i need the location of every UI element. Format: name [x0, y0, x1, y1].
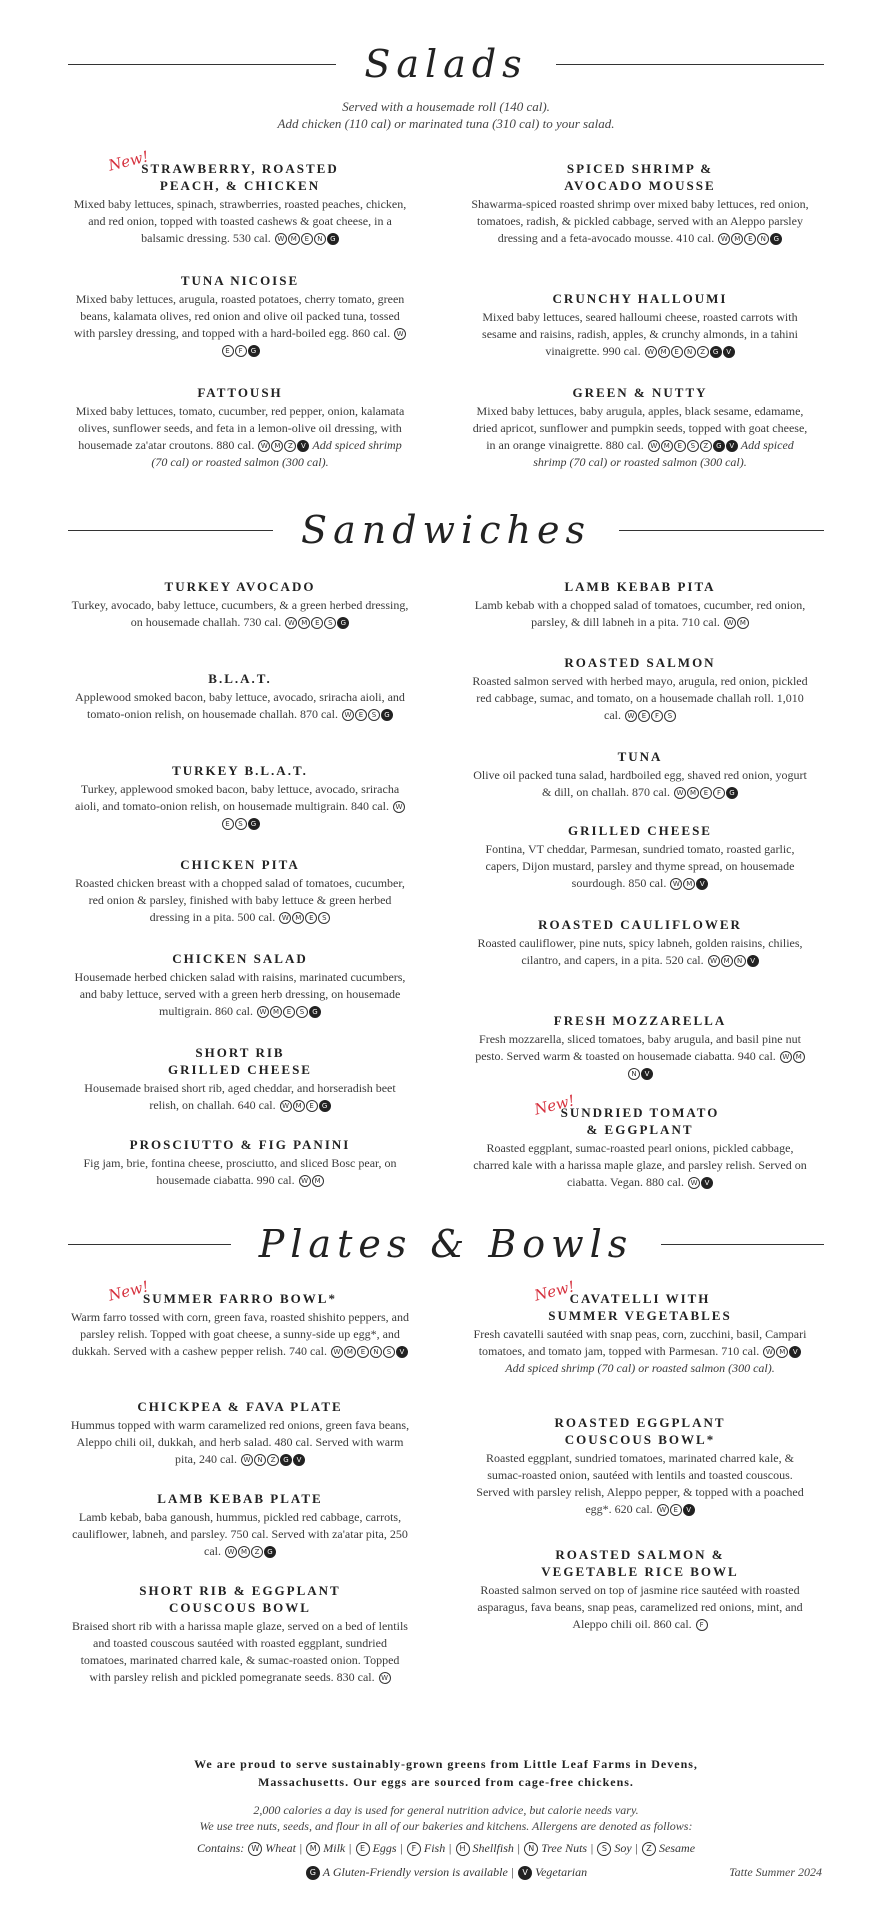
- allergen-n-icon: N: [370, 1346, 382, 1358]
- menu-item: [70, 272, 410, 359]
- divider: [68, 1244, 231, 1245]
- allergen-w-icon: W: [241, 1454, 253, 1466]
- menu-item: [70, 762, 410, 832]
- allergen-label: Fish: [420, 1841, 446, 1855]
- allergen-w-icon: W: [670, 878, 682, 890]
- vegetarian-icon: V: [518, 1866, 532, 1880]
- item-name: CAVATELLI WITH SUMMER VEGETABLES: [548, 1291, 732, 1323]
- item-name: GRILLED CHEESE: [568, 823, 712, 838]
- new-badge: New!: [106, 1277, 151, 1305]
- allergen-s-icon: S: [664, 710, 676, 722]
- salads-title: Salads: [364, 42, 528, 86]
- allergen-f-icon: F: [235, 345, 247, 357]
- new-badge: New!: [106, 147, 151, 175]
- allergen-e-icon: E: [671, 346, 683, 358]
- allergen-f-icon: F: [651, 710, 663, 722]
- item-name: FATTOUSH: [197, 385, 283, 400]
- sourcing-statement: [0, 1755, 892, 1791]
- allergen-e-icon: E: [357, 1346, 369, 1358]
- item-name: CHICKPEA & FAVA PLATE: [137, 1399, 343, 1414]
- allergen-h-icon: H: [456, 1842, 470, 1856]
- allergen-w-icon: W: [393, 801, 405, 813]
- item-description: [470, 841, 810, 892]
- menu-item: [70, 670, 410, 723]
- allergen-s-icon: S: [687, 440, 699, 452]
- allergen-w-icon: W: [275, 233, 287, 245]
- item-description: [70, 875, 410, 926]
- allergen-n-icon: N: [628, 1068, 640, 1080]
- item-description: [70, 1509, 410, 1560]
- menu-item: [470, 916, 810, 969]
- allergen-m-icon: M: [344, 1346, 356, 1358]
- allergen-w-icon: W: [763, 1346, 775, 1358]
- allergen-z-icon: Z: [284, 440, 296, 452]
- allergen-v-icon: V: [701, 1177, 713, 1189]
- allergen-v-icon: V: [723, 346, 735, 358]
- item-description-text: Lamb kebab with a chopped salad of tomatoes, cucumber, red onion, parsley, & dill labneh in a pita. 710 cal.: [474, 598, 806, 629]
- item-description-text: Turkey, avocado, baby lettuce, cucumbers, & a green herbed dressing, on housemade challah. 730 cal.: [71, 598, 409, 629]
- new-badge: New!: [532, 1091, 577, 1119]
- item-description-text: Roasted eggplant, sumac-roasted pearl onions, pickled cabbage, charred kale with a harissa maple glaze, and parsley relish. Served on ciabatta. Vegan. 880 cal.: [473, 1141, 807, 1189]
- allergen-e-icon: E: [222, 818, 234, 830]
- item-addon: Add spiced shrimp (70 cal) or roasted salmon (300 cal).: [151, 438, 402, 469]
- item-description: [470, 935, 810, 969]
- item-description-text: Housemade herbed chicken salad with raisins, marinated cucumbers, and baby lettuce, served with a green herb dressing, on housemade multigrain. 860 cal.: [74, 970, 406, 1018]
- plates-title: Plates & Bowls: [258, 1222, 634, 1266]
- item-description-text: Roasted salmon served on top of jasmine rice sautéed with roasted asparagus, fava beans, snap peas, caramelized red onions, mint, and Aleppo chili oil. 860 cal.: [477, 1583, 803, 1631]
- allergen-label: Tree Nuts: [538, 1841, 588, 1855]
- allergen-w-icon: W: [248, 1842, 262, 1856]
- item-description: [470, 196, 810, 247]
- allergen-m-icon: M: [776, 1346, 788, 1358]
- allergen-m-icon: M: [793, 1051, 805, 1063]
- allergen-z-icon: Z: [267, 1454, 279, 1466]
- allergen-w-icon: W: [674, 787, 686, 799]
- item-description: [70, 689, 410, 723]
- divider: [661, 1244, 824, 1245]
- allergen-e-icon: E: [700, 787, 712, 799]
- item-description: [470, 1031, 810, 1082]
- allergen-m-icon: M: [298, 617, 310, 629]
- allergen-w-icon: W: [645, 346, 657, 358]
- gluten-friendly-label: A Gluten-Friendly version is available: [322, 1865, 508, 1879]
- allergen-m-icon: M: [238, 1546, 250, 1558]
- item-name: PROSCIUTTO & FIG PANINI: [129, 1137, 351, 1152]
- allergen-w-icon: W: [780, 1051, 792, 1063]
- allergen-label: Milk: [320, 1841, 346, 1855]
- allergen-w-icon: W: [724, 617, 736, 629]
- item-description: [70, 969, 410, 1020]
- allergen-v-icon: V: [297, 440, 309, 452]
- nutrition-note: [0, 1802, 892, 1834]
- item-name: TUNA NICOISE: [180, 273, 300, 288]
- item-description-text: Mixed baby lettuces, seared halloumi cheese, roasted carrots with sesame and raisins, radish, apples, & crunchy almonds, in a tahini vinaigrette. 990 cal.: [482, 310, 798, 358]
- item-description: [70, 597, 410, 631]
- item-description: [70, 1309, 410, 1360]
- item-name: FRESH MOZZARELLA: [553, 1013, 727, 1028]
- salads-header: [68, 42, 824, 86]
- item-description-text: Fresh mozzarella, sliced tomatoes, baby arugula, and basil pine nut pesto. Served warm & toasted on housemade ciabatta. 940 cal.: [475, 1032, 801, 1063]
- allergen-v-icon: V: [789, 1346, 801, 1358]
- allergen-g-icon: G: [710, 346, 722, 358]
- divider: [68, 64, 336, 65]
- allergen-v-icon: V: [726, 440, 738, 452]
- allergen-g-icon: G: [327, 233, 339, 245]
- item-name: B.L.A.T.: [208, 671, 272, 686]
- item-name: CHICKEN PITA: [180, 857, 300, 872]
- item-description-text: Shawarma-spiced roasted shrimp over mixed baby lettuces, red onion, tomatoes, radish, & pickled cabbage, served with an Aleppo parsley dressing and a feta-avocado mousse. 410 cal.: [471, 197, 809, 245]
- item-description-text: Turkey, applewood smoked bacon, baby lettuce, avocado, sriracha aioli, and tomato-onion relish, on housemade multigrain. 840 cal.: [75, 782, 400, 813]
- allergen-w-icon: W: [258, 440, 270, 452]
- allergen-g-icon: G: [319, 1100, 331, 1112]
- item-addon: Add spiced shrimp (70 cal) or roasted salmon (300 cal).: [533, 438, 794, 469]
- allergen-w-icon: W: [279, 912, 291, 924]
- allergen-w-icon: W: [688, 1177, 700, 1189]
- vegetarian-label: Vegetarian: [535, 1865, 588, 1879]
- allergen-e-icon: E: [222, 345, 234, 357]
- item-description-text: Applewood smoked bacon, baby lettuce, avocado, sriracha aioli, and tomato-onion relish, on housemade challah. 870 cal.: [75, 690, 405, 721]
- item-description-text: Braised short rib with a harissa maple glaze, served on a bed of lentils and toasted couscous sautéed with roasted eggplant, sundried tomatoes, marinated charred kale, & sumac-roasted onion. Topped with parsley relish and pickled pomegranate seeds. 830 cal.: [72, 1619, 408, 1684]
- menu-item: [70, 1398, 410, 1468]
- allergen-e-icon: E: [674, 440, 686, 452]
- salads-subtitle: [0, 98, 892, 132]
- allergen-s-icon: S: [235, 818, 247, 830]
- item-description: [70, 291, 410, 359]
- calorie-note: 2,000 calories a day is used for general nutrition advice, but calorie needs vary.: [253, 1803, 639, 1817]
- item-description: [70, 196, 410, 247]
- item-description-text: Mixed baby lettuces, tomato, cucumber, red pepper, onion, kalamata olives, sunflower seeds, and feta in a lemon-olive oil dressing, with housemade za'atar croutons. 880 cal.: [75, 404, 405, 452]
- allergen-v-icon: V: [696, 878, 708, 890]
- item-name: SUMMER FARRO BOWL*: [143, 1291, 337, 1306]
- item-description: [470, 597, 810, 631]
- item-description-text: Fontina, VT cheddar, Parmesan, sundried tomato, roasted garlic, capers, Dijon mustard, parsley and thyme spread, on housemade sourdough. 850 cal.: [485, 842, 795, 890]
- menu-item: [470, 748, 810, 801]
- allergen-w-icon: W: [648, 440, 660, 452]
- menu-item: [470, 160, 810, 247]
- item-name: LAMB KEBAB PLATE: [157, 1491, 323, 1506]
- salads-subtitle-line-1: Served with a housemade roll (140 cal).: [342, 99, 550, 114]
- menu-item: [470, 1414, 810, 1518]
- allergen-note: We use tree nuts, seeds, and flour in all of our bakeries and kitchens. Allergens are denoted as follows:: [199, 1819, 693, 1833]
- allergen-f-icon: F: [713, 787, 725, 799]
- allergen-e-icon: E: [356, 1842, 370, 1856]
- contains-label: Contains:: [196, 1841, 248, 1855]
- item-description-text: Roasted cauliflower, pine nuts, spicy labneh, golden raisins, chilies, cilantro, and capers, in a pita. 520 cal.: [477, 936, 803, 967]
- allergen-f-icon: F: [696, 1619, 708, 1631]
- allergen-f-icon: F: [407, 1842, 421, 1856]
- menu-item: [470, 384, 810, 471]
- allergen-m-icon: M: [271, 440, 283, 452]
- item-description-text: Olive oil packed tuna salad, hardboiled egg, shaved red onion, yogurt & dill, on challah. 870 cal.: [473, 768, 807, 799]
- allergen-w-icon: W: [342, 709, 354, 721]
- menu-item: [70, 160, 410, 247]
- item-description-text: Lamb kebab, baba ganoush, hummus, pickled red cabbage, carrots, cauliflower, labneh, and parsley. 750 cal. Served with za'atar pita, 250 cal.: [72, 1510, 408, 1558]
- divider: [556, 64, 824, 65]
- allergen-w-icon: W: [394, 328, 406, 340]
- item-description-text: Roasted salmon served with herbed mayo, arugula, red onion, pickled red cabbage, sumac, and tomato, on a housemade challah roll. 1,010 cal.: [472, 674, 808, 722]
- item-description: [470, 1582, 810, 1633]
- allergen-n-icon: N: [757, 233, 769, 245]
- menu-item: [470, 1104, 810, 1191]
- allergen-s-icon: S: [324, 617, 336, 629]
- item-name: TURKEY AVOCADO: [164, 579, 316, 594]
- allergen-m-icon: M: [270, 1006, 282, 1018]
- allergen-v-icon: V: [747, 955, 759, 967]
- item-description: [70, 781, 410, 832]
- allergen-e-icon: E: [305, 912, 317, 924]
- menu-item: [470, 1290, 810, 1377]
- allergen-e-icon: E: [670, 1504, 682, 1516]
- allergen-e-icon: E: [301, 233, 313, 245]
- allergen-m-icon: M: [292, 912, 304, 924]
- allergen-v-icon: V: [396, 1346, 408, 1358]
- allergen-e-icon: E: [638, 710, 650, 722]
- menu-item: [470, 290, 810, 360]
- allergen-m-icon: M: [731, 233, 743, 245]
- divider: [68, 530, 273, 531]
- allergen-s-icon: S: [318, 912, 330, 924]
- allergen-v-icon: V: [293, 1454, 305, 1466]
- allergen-m-icon: M: [683, 878, 695, 890]
- menu-item: [470, 1546, 810, 1633]
- allergen-g-icon: G: [248, 818, 260, 830]
- item-name: SPICED SHRIMP & AVOCADO MOUSSE: [564, 161, 716, 193]
- item-description: [470, 403, 810, 471]
- allergen-g-icon: G: [713, 440, 725, 452]
- allergen-g-icon: G: [264, 1546, 276, 1558]
- new-badge: New!: [532, 1277, 577, 1305]
- item-name: ROASTED SALMON & VEGETABLE RICE BOWL: [541, 1547, 739, 1579]
- allergen-legend: Contains: W Wheat | M Milk | E Eggs | F Fish | H Shellfish | N Tree Nuts | S Soy | Z Sesame: [196, 1841, 696, 1855]
- item-description: [70, 1080, 410, 1114]
- allergen-w-icon: W: [257, 1006, 269, 1018]
- allergen-n-icon: N: [524, 1842, 538, 1856]
- allergen-w-icon: W: [625, 710, 637, 722]
- allergen-s-icon: S: [368, 709, 380, 721]
- allergen-g-icon: G: [726, 787, 738, 799]
- allergen-label: Eggs: [369, 1841, 397, 1855]
- sandwiches-header: [68, 508, 824, 552]
- allergen-z-icon: Z: [251, 1546, 263, 1558]
- item-name: SUNDRIED TOMATO & EGGPLANT: [560, 1105, 720, 1137]
- allergen-v-icon: V: [683, 1504, 695, 1516]
- item-description: [70, 1155, 410, 1189]
- allergen-g-icon: G: [770, 233, 782, 245]
- item-description: [470, 1326, 810, 1377]
- item-description: [70, 1417, 410, 1468]
- allergen-g-icon: G: [381, 709, 393, 721]
- allergen-w-icon: W: [718, 233, 730, 245]
- allergen-w-icon: W: [379, 1672, 391, 1684]
- item-description: [70, 403, 410, 471]
- allergen-e-icon: E: [311, 617, 323, 629]
- item-name: STRAWBERRY, ROASTED PEACH, & CHICKEN: [141, 161, 339, 193]
- menu-item: [70, 856, 410, 926]
- allergen-w-icon: W: [708, 955, 720, 967]
- menu-item: [70, 1582, 410, 1686]
- item-description-text: Mixed baby lettuces, baby arugula, apples, black sesame, edamame, dried apricot, sunflower and pumpkin seeds, topped with goat cheese, in an orange vinaigrette. 880 cal.: [472, 404, 808, 452]
- allergen-e-icon: E: [283, 1006, 295, 1018]
- item-description: [470, 1140, 810, 1191]
- item-description-text: Mixed baby lettuces, arugula, roasted potatoes, cherry tomato, green beans, kalamata olives, red onion and olive oil packed tuna, tossed with parsley dressing, and topped with a hard-boiled egg. 860 cal.: [73, 292, 405, 340]
- allergen-g-icon: G: [248, 345, 260, 357]
- item-name: SHORT RIB GRILLED CHEESE: [168, 1045, 312, 1077]
- allergen-w-icon: W: [657, 1504, 669, 1516]
- item-addon: Add spiced shrimp (70 cal) or roasted salmon (300 cal).: [505, 1361, 775, 1375]
- allergen-m-icon: M: [312, 1175, 324, 1187]
- allergen-label: Soy: [611, 1841, 632, 1855]
- plates-header: [68, 1222, 824, 1266]
- allergen-m-icon: M: [721, 955, 733, 967]
- allergen-label: Wheat: [262, 1841, 296, 1855]
- item-name: SHORT RIB & EGGPLANT COUSCOUS BOWL: [139, 1583, 341, 1615]
- allergen-z-icon: Z: [697, 346, 709, 358]
- allergen-z-icon: Z: [642, 1842, 656, 1856]
- allergen-m-icon: M: [737, 617, 749, 629]
- divider: [619, 530, 824, 531]
- menu-item: [70, 950, 410, 1020]
- item-description-text: Mixed baby lettuces, spinach, strawberries, roasted peaches, chicken, and red onion, topped with toasted cashews & goat cheese, in a balsamic dressing. 530 cal.: [73, 197, 407, 245]
- menu-item: [470, 578, 810, 631]
- allergen-e-icon: E: [306, 1100, 318, 1112]
- item-name: LAMB KEBAB PITA: [564, 579, 716, 594]
- item-description: [470, 309, 810, 360]
- item-description-text: Fresh cavatelli sautéed with snap peas, corn, zucchini, basil, Campari tomatoes, and tomato jam, topped with Parmesan. 710 cal.: [473, 1327, 807, 1358]
- allergen-z-icon: Z: [700, 440, 712, 452]
- sourcing-text: We are proud to serve sustainably-grown greens from Little Leaf Farms in Devens, Massachusetts. Our eggs are sourced from cage-free chickens.: [194, 1757, 698, 1789]
- item-description: [470, 767, 810, 801]
- allergen-g-icon: G: [309, 1006, 321, 1018]
- item-name: GREEN & NUTTY: [572, 385, 708, 400]
- menu-item: [470, 822, 810, 892]
- item-description-text: Hummus topped with warm caramelized red onions, green fava beans, Aleppo chili oil, dukkah, and herb salad. 480 cal. Served with warm pita, 240 cal.: [70, 1418, 410, 1466]
- allergen-m-icon: M: [661, 440, 673, 452]
- dietary-legend: G A Gluten-Friendly version is available | V Vegetarian: [0, 1865, 892, 1880]
- sandwiches-title: Sandwiches: [301, 508, 591, 552]
- allergen-n-icon: N: [684, 346, 696, 358]
- menu-item: [70, 1044, 410, 1114]
- item-description-text: Fig jam, brie, fontina cheese, prosciutto, and sliced Bosc pear, on housemade ciabatta. 990 cal.: [83, 1156, 397, 1187]
- item-description-text: Housemade braised short rib, aged cheddar, and horseradish beet relish, on challah. 640 cal.: [84, 1081, 396, 1112]
- allergen-label: Shellfish: [469, 1841, 514, 1855]
- allergen-e-icon: E: [744, 233, 756, 245]
- allergen-n-icon: N: [314, 233, 326, 245]
- item-description: [70, 1618, 410, 1686]
- allergen-s-icon: S: [597, 1842, 611, 1856]
- allergen-g-icon: G: [280, 1454, 292, 1466]
- allergen-m-icon: M: [288, 233, 300, 245]
- allergen-e-icon: E: [355, 709, 367, 721]
- item-name: TUNA: [617, 749, 663, 764]
- menu-item: [470, 654, 810, 724]
- allergen-n-icon: N: [254, 1454, 266, 1466]
- menu-item: [70, 578, 410, 631]
- allergen-s-icon: S: [296, 1006, 308, 1018]
- item-description-text: Roasted eggplant, sundried tomatoes, marinated charred kale, & sumac-roasted onion, sautéed with lentils and toasted couscous. Served with parsley relish, Aleppo pepper, & topped with a poached egg*. 620 cal.: [476, 1451, 804, 1516]
- item-description: [470, 1450, 810, 1518]
- salads-subtitle-line-2: Add chicken (110 cal) or marinated tuna (310 cal) to your salad.: [277, 116, 615, 131]
- allergen-w-icon: W: [285, 617, 297, 629]
- item-name: CHICKEN SALAD: [172, 951, 308, 966]
- season-label: Tatte Summer 2024: [729, 1865, 822, 1879]
- allergen-m-icon: M: [658, 346, 670, 358]
- allergen-n-icon: N: [734, 955, 746, 967]
- item-name: ROASTED SALMON: [564, 655, 716, 670]
- menu-item: [70, 384, 410, 471]
- allergen-m-icon: M: [306, 1842, 320, 1856]
- menu-item: [470, 1012, 810, 1082]
- allergen-m-icon: M: [687, 787, 699, 799]
- allergen-m-icon: M: [293, 1100, 305, 1112]
- allergen-g-icon: G: [337, 617, 349, 629]
- menu-item: [70, 1490, 410, 1560]
- allergen-v-icon: V: [641, 1068, 653, 1080]
- item-name: ROASTED EGGPLANT COUSCOUS BOWL*: [554, 1415, 726, 1447]
- allergen-w-icon: W: [280, 1100, 292, 1112]
- item-name: TURKEY B.L.A.T.: [172, 763, 308, 778]
- gluten-friendly-icon: G: [306, 1866, 320, 1880]
- allergen-w-icon: W: [225, 1546, 237, 1558]
- allergen-w-icon: W: [299, 1175, 311, 1187]
- item-description: [470, 673, 810, 724]
- allergen-s-icon: S: [383, 1346, 395, 1358]
- allergen-label: Sesame: [656, 1841, 696, 1855]
- item-name: CRUNCHY HALLOUMI: [552, 291, 728, 306]
- item-name: ROASTED CAULIFLOWER: [538, 917, 742, 932]
- item-description-text: Warm farro tossed with corn, green fava, roasted shishito peppers, and parsley relish. Topped with goat cheese, a sunny-side up egg*, and dukkah. Served with a cashew pepper relish. 740 cal.: [71, 1310, 409, 1358]
- menu-item: [70, 1136, 410, 1189]
- item-description-text: Roasted chicken breast with a chopped salad of tomatoes, cucumber, red onion & parsley, finished with baby lettuce & green herbed dressing in a pita. 500 cal.: [75, 876, 405, 924]
- allergen-w-icon: W: [331, 1346, 343, 1358]
